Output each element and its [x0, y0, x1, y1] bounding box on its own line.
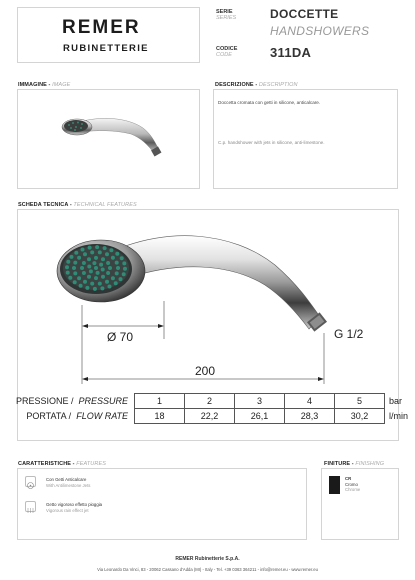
table-cell: 26,1	[235, 409, 285, 424]
jet-nozzle	[79, 284, 83, 288]
dim-diameter: Ø 70	[107, 330, 134, 344]
feature-item: Con Getti Anticalcare With Antilimestone Jets	[46, 477, 91, 488]
table-cell: 5	[335, 394, 385, 409]
jet-nozzle	[66, 271, 70, 275]
jet-nozzle	[94, 256, 98, 260]
jet-nozzle	[90, 282, 94, 286]
jet-nozzle	[94, 266, 98, 270]
jet-nozzle	[87, 265, 91, 269]
technical-section-title: SCHEDA TECNICA - TECHNICAL FEATURES	[18, 202, 137, 208]
jet-nozzle	[115, 261, 119, 265]
jet-nozzle	[98, 250, 102, 254]
footer-company: REMER Rubinetterie S.p.A.	[175, 556, 240, 562]
description-en: C.p. handshower with jets in silicone, anti-limestone.	[218, 140, 325, 145]
jet-nozzle	[81, 248, 85, 252]
pressure-label: PRESSIONE / PRESSURE	[16, 396, 129, 406]
jet-nozzle	[115, 252, 119, 256]
jet-nozzle	[73, 280, 77, 284]
jet-nozzle	[72, 266, 76, 270]
jet-nozzle	[73, 271, 77, 275]
jet-nozzle	[85, 286, 89, 290]
spec-row-flow	[16, 409, 413, 424]
table-cell: 18	[135, 409, 185, 424]
jet-nozzle	[89, 269, 93, 273]
product-thumbnail	[55, 108, 175, 160]
jet-nozzle	[111, 256, 115, 260]
description-it: Doccetta cromata con getti in silicone, anticalcare.	[218, 100, 321, 105]
jet-nozzle	[96, 271, 100, 275]
serie-label: SERIE SERIES	[216, 9, 237, 21]
jet-nozzle	[101, 268, 105, 272]
jet-nozzle	[95, 245, 99, 249]
description-section-title: DESCRIZIONE - DESCRIPTION	[215, 82, 298, 88]
jet-nozzle	[87, 275, 91, 279]
spec-table	[16, 393, 413, 424]
jet-nozzle	[93, 287, 97, 291]
serie-value-en: HANDSHOWERS	[270, 24, 370, 38]
jet-nozzle	[87, 257, 91, 261]
codice-value: 311DA	[270, 45, 312, 60]
finishing-item: CR Cromo Chrome	[345, 476, 361, 492]
pressure-unit: bar	[389, 396, 403, 406]
jet-nozzle	[105, 280, 109, 284]
jet-nozzle	[105, 252, 109, 256]
jet-nozzle	[65, 265, 69, 269]
brand-logo: REMER	[62, 17, 141, 38]
jet-nozzle	[101, 257, 105, 261]
jet-nozzle	[114, 281, 118, 285]
flow-label: PORTATA / FLOW RATE	[26, 411, 129, 421]
jet-nozzle	[77, 256, 81, 260]
dim-length: 200	[195, 364, 216, 378]
table-cell: 2	[185, 394, 235, 409]
image-section-title: IMMAGINE - IMAGE	[18, 82, 71, 88]
jet-nozzle	[115, 271, 119, 275]
jet-nozzle	[99, 263, 103, 267]
jet-nozzle	[70, 255, 74, 259]
feature-item: Getto vigoroso effetto pioggia Vigorous rain effect jet	[46, 502, 103, 513]
jet-nozzle	[116, 266, 120, 270]
jet-nozzle	[74, 251, 78, 255]
serie-value: DOCCETTE	[270, 7, 339, 21]
table-cell: 30,2	[335, 409, 385, 424]
jet-nozzle	[101, 275, 105, 279]
jet-nozzle	[123, 267, 127, 271]
jet-nozzle	[109, 248, 113, 252]
jet-nozzle	[103, 246, 107, 250]
jet-nozzle	[106, 271, 110, 275]
jet-nozzle	[111, 276, 115, 280]
flow-unit: l/min	[389, 411, 409, 421]
jet-nozzle	[82, 271, 86, 275]
anti-limestone-icon	[25, 476, 36, 487]
dim-thread: G 1/2	[334, 327, 364, 341]
brand-subtitle: RUBINETTERIE	[63, 43, 149, 54]
rain-jet-icon	[25, 501, 36, 512]
jet-nozzle	[83, 252, 87, 256]
table-cell: 28,3	[285, 409, 335, 424]
jet-nozzle	[119, 277, 123, 281]
jet-nozzle	[108, 285, 112, 289]
jet-nozzle	[94, 276, 98, 280]
jet-nozzle	[122, 261, 126, 265]
spec-row-pressure	[16, 394, 413, 409]
jet-nozzle	[68, 276, 72, 280]
jet-nozzle	[80, 266, 84, 270]
codice-label: CODICE CODE	[216, 46, 238, 58]
jet-nozzle	[73, 261, 77, 265]
technical-drawing	[17, 209, 399, 389]
jet-nozzle	[66, 260, 70, 264]
jet-nozzle	[90, 250, 94, 254]
chrome-swatch	[329, 476, 340, 494]
jet-nozzle	[77, 276, 81, 280]
jet-nozzle	[106, 261, 110, 265]
jet-nozzle	[82, 261, 86, 265]
jet-nozzle	[92, 261, 96, 265]
footer-address: Via Leonardo Da Vinci, 83 - 20062 Cassano d'Adda (MI) - Italy - Tel. +39 0363 364211 - info@remer.eu - www.remer.eu	[97, 567, 318, 572]
jet-nozzle	[122, 272, 126, 276]
table-cell: 1	[135, 394, 185, 409]
jet-nozzle	[98, 282, 102, 286]
jet-nozzle	[83, 280, 87, 284]
table-cell: 4	[285, 394, 335, 409]
features-section-title: CARATTERISTICHE - FEATURES	[18, 461, 106, 467]
jet-nozzle	[108, 266, 112, 270]
table-cell: 3	[235, 394, 285, 409]
table-cell: 22,2	[185, 409, 235, 424]
jet-nozzle	[100, 286, 104, 290]
jet-nozzle	[88, 246, 92, 250]
jet-nozzle	[120, 256, 124, 260]
finishing-section-title: FINITURE - FINISHING	[324, 461, 385, 467]
